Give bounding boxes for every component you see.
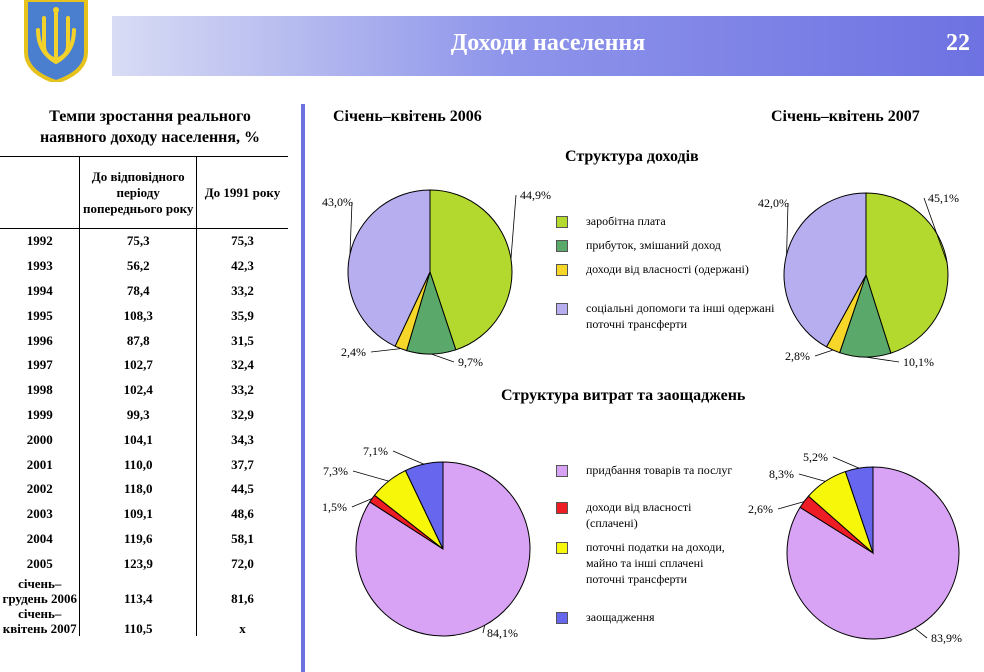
table-cell-year: 2005 bbox=[26, 555, 53, 571]
table-cell-year: 1999 bbox=[26, 406, 53, 422]
table-cell-b: 33,2 bbox=[231, 282, 254, 298]
pie-value-label: 2,8% bbox=[785, 349, 810, 363]
leader-line bbox=[915, 628, 927, 638]
table-cell-a: 99,3 bbox=[80, 403, 196, 428]
table-cell-year: 1993 bbox=[26, 258, 53, 274]
table-cell-year: 2000 bbox=[26, 431, 53, 447]
pie-value-label: 7,1% bbox=[363, 444, 388, 458]
table-cell-a: 56,2 bbox=[80, 254, 196, 279]
pie-value-label: 43,0% bbox=[322, 195, 353, 209]
leader-line bbox=[787, 203, 788, 255]
table-cell-b: 58,1 bbox=[231, 530, 254, 546]
col-b-header: До 1991 року bbox=[204, 184, 281, 200]
leader-line bbox=[353, 471, 389, 481]
table-cell-year: 1992 bbox=[26, 233, 53, 249]
table-cell-a: 87,8 bbox=[80, 328, 196, 353]
legend-label: придбання товарів та послуг bbox=[586, 463, 733, 477]
legend-swatch bbox=[556, 542, 568, 554]
table-cell-a: 108,3 bbox=[80, 303, 196, 328]
pie-value-label: 2,4% bbox=[341, 345, 366, 359]
table-cell-year: січень–грудень 2006 bbox=[2, 576, 78, 607]
table-cell-b: x bbox=[239, 621, 246, 637]
legend-label: доходи від власності (сплачені) bbox=[586, 500, 692, 530]
table-cell-b: 32,4 bbox=[231, 357, 254, 373]
page-number: 22 bbox=[946, 30, 970, 56]
legend-swatch bbox=[556, 264, 568, 276]
table-cell-b: 42,3 bbox=[231, 258, 254, 274]
table-cell-b: 75,3 bbox=[231, 233, 254, 249]
pie-value-label: 10,1% bbox=[903, 355, 934, 369]
legend-swatch bbox=[556, 303, 568, 315]
col-a-header: До відповідного періоду попереднього року bbox=[80, 157, 196, 229]
legend-label: поточні податки на доходи, майно та інші сплачені поточні трансферти bbox=[586, 540, 725, 586]
leader-line bbox=[371, 349, 401, 352]
period-right-label: Січень–квітень 2007 bbox=[771, 108, 920, 125]
table-cell-a: 113,4 bbox=[80, 576, 196, 606]
table-cell-b: 33,2 bbox=[231, 382, 254, 398]
table-cell-b: 32,9 bbox=[231, 406, 254, 422]
table-cell-year: 2001 bbox=[26, 456, 53, 472]
table-title-line1: Темпи зростання реального bbox=[49, 108, 251, 125]
table-cell-a: 110,5 bbox=[80, 606, 196, 636]
pie-value-label: 2,6% bbox=[748, 502, 773, 516]
table-cell-a: 118,0 bbox=[80, 477, 196, 502]
table-cell-a: 102,4 bbox=[80, 378, 196, 403]
table-cell-b: 37,7 bbox=[231, 456, 254, 472]
period-left-label: Січень–квітень 2006 bbox=[333, 108, 482, 125]
table-cell-a: 110,0 bbox=[80, 452, 196, 477]
pie-value-label: 83,9% bbox=[931, 631, 962, 645]
table-cell-year: 2004 bbox=[26, 530, 53, 546]
table-cell-a: 102,7 bbox=[80, 353, 196, 378]
legend-swatch bbox=[556, 502, 568, 514]
leader-line bbox=[511, 195, 516, 259]
table-cell-b: 44,5 bbox=[231, 481, 254, 497]
table-cell-b: 31,5 bbox=[231, 332, 254, 348]
pie-value-label: 84,1% bbox=[487, 626, 518, 640]
table-cell-year: 2002 bbox=[26, 481, 53, 497]
table-cell-b: 35,9 bbox=[231, 307, 254, 323]
leader-line bbox=[799, 474, 825, 481]
table-cell-b: 81,6 bbox=[231, 591, 254, 607]
pie-value-label: 9,7% bbox=[458, 355, 483, 369]
legend-swatch bbox=[556, 465, 568, 477]
pie-value-label: 44,9% bbox=[520, 188, 551, 202]
table-cell-year: 1994 bbox=[26, 282, 53, 298]
table-cell-a: 104,1 bbox=[80, 427, 196, 452]
pie-value-label: 1,5% bbox=[322, 500, 347, 514]
pie-value-label: 45,1% bbox=[928, 191, 959, 205]
table-cell-a: 123,9 bbox=[80, 551, 196, 576]
legend-swatch bbox=[556, 240, 568, 252]
legend-label: соціальні допомоги та інші одержані поточні трансферти bbox=[586, 301, 775, 331]
pie-value-label: 7,3% bbox=[323, 464, 348, 478]
leader-line bbox=[393, 451, 424, 464]
table-cell-a: 119,6 bbox=[80, 527, 196, 552]
table-cell-year: 1996 bbox=[26, 332, 53, 348]
table-title-line2: наявного доходу населення, % bbox=[39, 129, 261, 146]
table-cell-a: 78,4 bbox=[80, 279, 196, 304]
table-cell-year: січень–квітень 2007 bbox=[2, 606, 77, 637]
leader-line bbox=[431, 354, 454, 362]
table-cell-b: 72,0 bbox=[231, 555, 254, 571]
pie-value-label: 42,0% bbox=[758, 196, 789, 210]
table-cell-b: 48,6 bbox=[231, 506, 254, 522]
expense-structure-title: Структура витрат та заощаджень bbox=[501, 387, 746, 404]
table-cell-year: 1998 bbox=[26, 382, 53, 398]
leader-line bbox=[815, 350, 833, 356]
legend-label: заощадження bbox=[586, 610, 655, 624]
legend-swatch bbox=[556, 216, 568, 228]
table-cell-b: 34,3 bbox=[231, 431, 254, 447]
pie-value-label: 8,3% bbox=[769, 467, 794, 481]
legend-label: прибуток, змішаний доход bbox=[586, 238, 721, 252]
leader-line bbox=[833, 457, 859, 468]
income-structure-title: Структура доходів bbox=[565, 148, 699, 165]
leader-line bbox=[865, 357, 899, 362]
table-cell-a: 109,1 bbox=[80, 502, 196, 527]
legend-label: доходи від власності (одержані) bbox=[586, 262, 749, 276]
table-cell-year: 1995 bbox=[26, 307, 53, 323]
table-cell-a: 75,3 bbox=[80, 229, 196, 254]
page-title: Доходи населення bbox=[450, 30, 646, 56]
pie-value-label: 5,2% bbox=[803, 450, 828, 464]
table-cell-year: 2003 bbox=[26, 506, 53, 522]
legend-swatch bbox=[556, 612, 568, 624]
table-cell-year: 1997 bbox=[26, 357, 53, 373]
legend-label: заробітна плата bbox=[586, 214, 666, 228]
